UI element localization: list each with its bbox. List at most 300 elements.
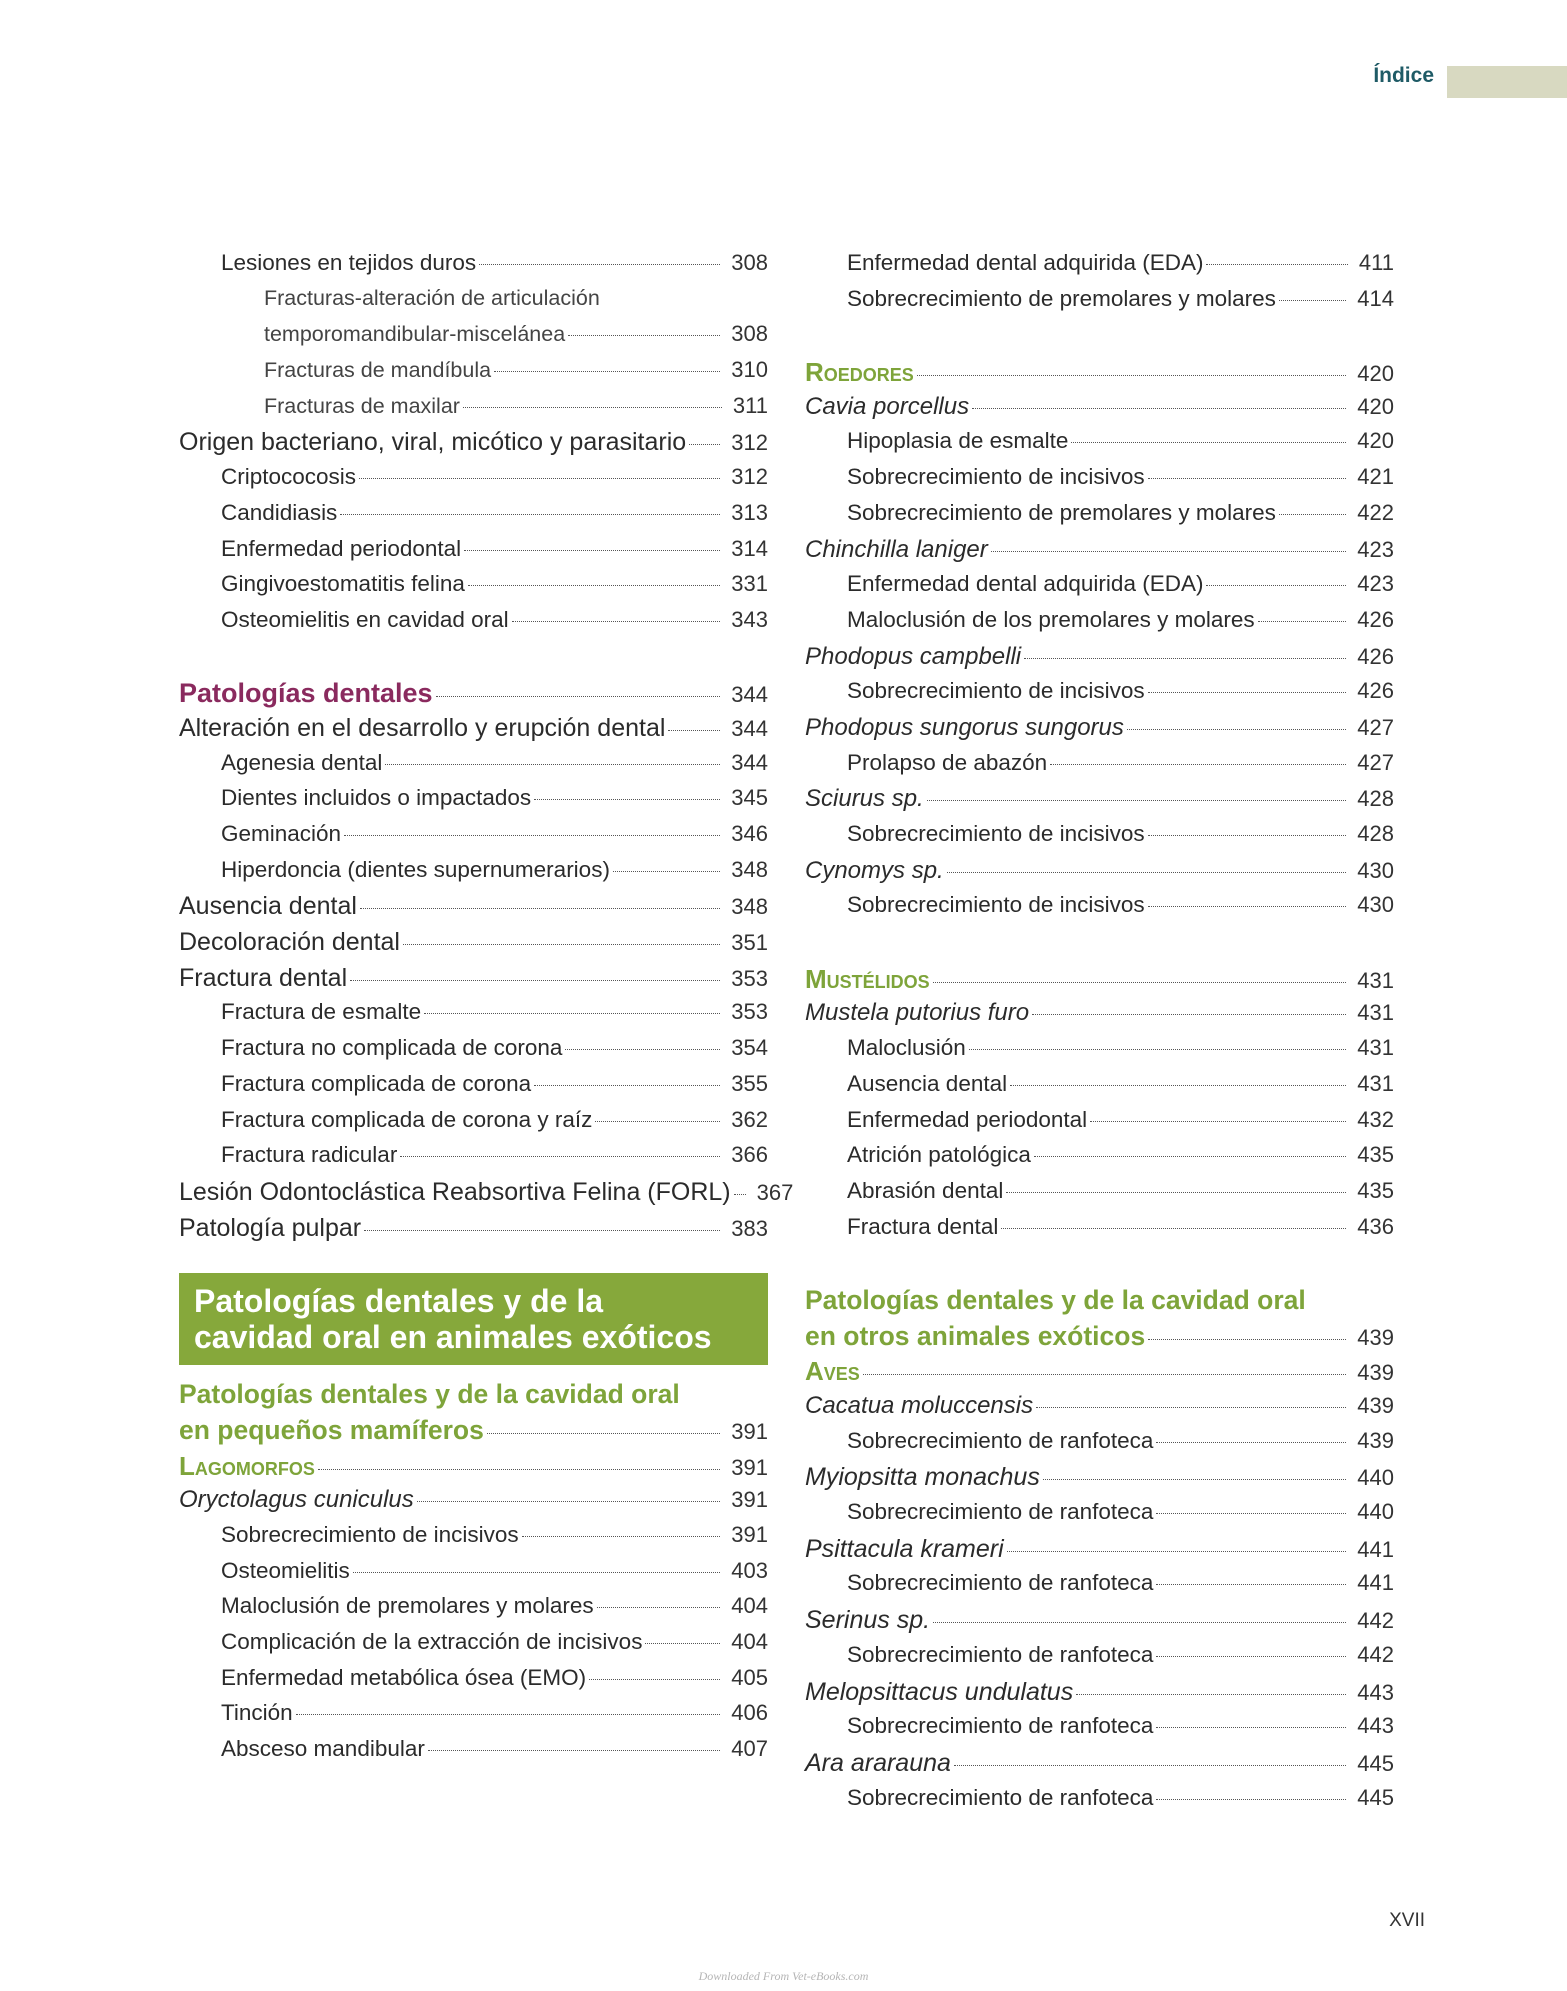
toc-entry-title: Enfermedad metabólica ósea (EMO) — [221, 1664, 587, 1690]
dot-leader — [1206, 264, 1347, 265]
toc-entry-title: Cacatua moluccensis — [805, 1392, 1034, 1419]
toc-entry-title: Ara ararauna — [805, 1748, 951, 1777]
toc-entry-title: Fractura dental — [847, 1213, 999, 1239]
toc-entry[interactable] — [805, 1785, 1394, 1821]
dot-leader — [385, 764, 720, 765]
toc-entry[interactable] — [805, 1356, 1394, 1392]
toc-entry-title: en otros animales exóticos — [805, 1320, 1146, 1351]
toc-entry-title: Lesión Odontoclástica Reabsortiva Felina (FORL) — [179, 1177, 731, 1206]
toc-entry-title: Sobrecrecimiento de incisivos — [847, 678, 1145, 704]
toc-entry-page: 311 — [732, 392, 768, 418]
toc-entry[interactable] — [805, 571, 1394, 607]
toc-entry-title: Patologías dentales — [179, 678, 433, 709]
dot-leader — [400, 1156, 720, 1157]
dot-leader — [436, 696, 721, 697]
toc-entry-page: 406 — [731, 1700, 768, 1726]
toc-entry-page: 439 — [1357, 1393, 1394, 1418]
dot-leader — [340, 514, 720, 515]
toc-entry-page: 391 — [731, 1487, 768, 1513]
dot-leader — [1010, 1085, 1346, 1086]
toc-entry[interactable] — [805, 250, 1394, 286]
toc-entry-page: 428 — [1357, 786, 1394, 812]
dot-leader — [318, 1469, 720, 1470]
toc-entry[interactable] — [805, 678, 1394, 714]
dot-leader — [1090, 1121, 1346, 1122]
dot-leader — [417, 1501, 721, 1502]
toc-entry-page: 351 — [731, 930, 768, 956]
toc-entry[interactable] — [805, 1321, 1394, 1357]
toc-entry-title: Hipoplasia de esmalte — [847, 428, 1069, 454]
toc-entry-title: Origen bacteriano, viral, micótico y parasitario — [179, 428, 687, 457]
toc-entry[interactable] — [179, 1700, 768, 1736]
toc-entry-page: 345 — [731, 785, 768, 811]
toc-entry-page: 308 — [731, 321, 768, 347]
dot-leader — [364, 1230, 720, 1231]
toc-entry-page: 348 — [731, 894, 768, 920]
dot-leader — [1127, 729, 1346, 730]
toc-entry-title: Abrasión dental — [847, 1177, 1004, 1203]
toc-entry-title: Fractura de esmalte — [221, 999, 422, 1025]
toc-entry[interactable] — [179, 964, 768, 1000]
toc-entry[interactable] — [179, 678, 768, 714]
toc-entry-page: 391 — [731, 1522, 768, 1547]
toc-entry-page: 441 — [1357, 1536, 1394, 1562]
toc-entry[interactable] — [179, 286, 768, 322]
toc-entry[interactable] — [179, 1415, 768, 1451]
toc-entry-page: 366 — [731, 1142, 768, 1168]
toc-entry-title: Tinción — [221, 1700, 293, 1726]
toc-entry[interactable] — [179, 357, 768, 393]
toc-entry-page: 411 — [1358, 250, 1394, 275]
dot-leader — [613, 871, 720, 872]
toc-entry-title: Ausencia dental — [847, 1070, 1008, 1096]
toc-entry[interactable] — [179, 500, 768, 536]
toc-entry-page: 436 — [1357, 1213, 1394, 1239]
toc-entry-title: Alteración en el desarrollo y erupción dental — [179, 713, 666, 742]
toc-entry-title: Geminación — [221, 821, 342, 846]
toc-entry[interactable] — [179, 928, 768, 964]
toc-entry[interactable] — [805, 643, 1394, 679]
toc-entry[interactable] — [805, 1570, 1394, 1606]
dot-leader — [1071, 442, 1346, 443]
toc-entry-title: Enfermedad dental adquirida (EDA) — [847, 571, 1204, 597]
toc-entry-page: 439 — [1357, 1360, 1394, 1386]
toc-entry-title: Prolapso de abazón — [847, 749, 1048, 775]
toc-entry-title: Sobrecrecimiento de ranfoteca — [847, 1784, 1154, 1810]
toc-entry[interactable] — [179, 464, 768, 500]
watermark: Downloaded From Vet-eBooks.com — [698, 1969, 869, 1983]
toc-right-list — [805, 250, 1394, 1820]
toc-entry-page: 440 — [1357, 1465, 1394, 1491]
dot-leader — [1258, 621, 1347, 622]
toc-entry-page: 346 — [731, 821, 768, 846]
toc-left-column — [179, 250, 794, 1772]
toc-entry-page: 423 — [1357, 571, 1394, 597]
dot-leader — [1036, 1407, 1346, 1408]
toc-entry-title: Ausencia dental — [179, 892, 357, 921]
toc-entry-page: 439 — [1357, 1324, 1394, 1350]
toc-entry[interactable] — [805, 714, 1394, 750]
toc-entry[interactable] — [805, 607, 1394, 643]
dot-leader — [487, 1433, 720, 1434]
toc-entry-page: 403 — [731, 1557, 768, 1583]
toc-entry-page: 355 — [731, 1070, 768, 1096]
dot-leader — [1148, 906, 1347, 907]
toc-entry-title: Patología pulpar — [179, 1213, 362, 1242]
toc-entry[interactable] — [805, 1214, 1394, 1250]
dot-leader — [972, 408, 1346, 409]
toc-entry-page: 435 — [1357, 1177, 1394, 1203]
toc-entry-page: 442 — [1357, 1641, 1394, 1667]
toc-entry[interactable] — [805, 785, 1394, 821]
toc-entry[interactable] — [805, 892, 1394, 928]
toc-entry-title: Fractura complicada de corona — [221, 1070, 532, 1096]
toc-entry[interactable] — [805, 964, 1394, 1000]
toc-entry[interactable] — [179, 1736, 768, 1772]
toc-entry-title: Sobrecrecimiento de ranfoteca — [847, 1499, 1154, 1525]
dot-leader — [568, 335, 720, 336]
toc-entry[interactable] — [179, 821, 768, 857]
toc-entry-title: Candidiasis — [221, 499, 338, 525]
dot-leader — [668, 730, 720, 731]
toc-entry[interactable] — [805, 1463, 1394, 1499]
dot-leader — [1007, 1551, 1347, 1552]
toc-entry[interactable] — [179, 750, 768, 786]
dot-leader — [954, 1765, 1346, 1766]
dot-leader — [1148, 692, 1347, 693]
dot-leader — [1050, 764, 1346, 765]
toc-entry-page: 430 — [1357, 857, 1394, 883]
toc-entry-title: Fracturas de maxilar — [264, 393, 460, 418]
dot-leader — [1156, 1513, 1346, 1514]
toc-entry-title: Fractura complicada de corona y raíz — [221, 1106, 593, 1132]
dot-leader — [863, 1374, 1346, 1375]
toc-spacer — [805, 321, 1394, 357]
toc-entry[interactable] — [179, 857, 768, 893]
toc-entry-title: Sobrecrecimiento de ranfoteca — [847, 1570, 1154, 1596]
dot-leader — [479, 264, 720, 265]
toc-entry[interactable] — [805, 1499, 1394, 1535]
toc-entry[interactable] — [805, 1642, 1394, 1678]
toc-entry-page: 310 — [731, 357, 768, 383]
toc-entry[interactable] — [179, 393, 768, 429]
toc-entry-title: Gingivoestomatitis felina — [221, 571, 465, 597]
toc-entry-title: Serinus sp. — [805, 1606, 931, 1635]
dot-leader — [359, 478, 720, 479]
toc-entry-page: 443 — [1357, 1713, 1394, 1739]
toc-entry-title: Agenesia dental — [221, 749, 383, 775]
toc-entry[interactable] — [805, 536, 1394, 572]
toc-entry-page: 435 — [1357, 1142, 1394, 1168]
dot-leader — [360, 908, 720, 909]
toc-entry-title: Decoloración dental — [179, 928, 400, 957]
toc-entry[interactable] — [805, 1392, 1394, 1428]
toc-left-list — [179, 250, 794, 1249]
toc-entry[interactable] — [805, 1142, 1394, 1178]
toc-entry-title: Sobrecrecimiento de incisivos — [847, 892, 1145, 918]
toc-entry-title: temporomandibular-miscelánea — [264, 322, 566, 347]
toc-entry[interactable] — [179, 1629, 768, 1665]
toc-entry-title: Hiperdoncia (dientes supernumerarios) — [221, 856, 610, 882]
toc-entry[interactable] — [805, 1678, 1394, 1714]
toc-entry-page: 362 — [731, 1106, 768, 1132]
dot-leader — [597, 1607, 721, 1608]
dot-leader — [353, 1572, 720, 1573]
dot-leader — [1148, 478, 1347, 479]
toc-entry-title: Lesiones en tejidos duros — [221, 250, 477, 275]
dot-leader — [947, 872, 1347, 873]
toc-entry-page: 367 — [756, 1179, 794, 1205]
toc-entry-page: 354 — [731, 1035, 768, 1061]
dot-leader — [534, 799, 720, 800]
toc-entry-title: Enfermedad periodontal — [847, 1106, 1088, 1132]
toc-entry[interactable] — [805, 999, 1394, 1035]
toc-entry[interactable] — [805, 1606, 1394, 1642]
dot-leader — [1006, 1192, 1346, 1193]
dot-leader — [933, 1622, 1346, 1623]
toc-entry-title: Criptococosis — [221, 464, 357, 490]
dot-leader — [512, 621, 721, 622]
toc-entry-page: 441 — [1357, 1570, 1394, 1596]
toc-entry[interactable] — [805, 857, 1394, 893]
toc-entry-page: 353 — [731, 999, 768, 1025]
toc-entry[interactable] — [179, 1522, 768, 1558]
toc-entry-page: 391 — [731, 1418, 768, 1444]
toc-entry-title: Sobrecrecimiento de incisivos — [221, 1522, 519, 1547]
toc-entry[interactable] — [805, 1535, 1394, 1571]
toc-entry-title: Cynomys sp. — [805, 856, 944, 884]
toc-entry-title: Mustela putorius furo — [805, 999, 1030, 1027]
toc-spacer — [805, 928, 1394, 964]
dot-leader — [534, 1085, 720, 1086]
dot-leader — [464, 550, 720, 551]
toc-entry-page: 431 — [1357, 1070, 1394, 1096]
toc-entry-title: Osteomielitis — [221, 1557, 350, 1583]
toc-entry-title: Oryctolagus cuniculus — [179, 1486, 414, 1514]
toc-entry[interactable] — [805, 1071, 1394, 1107]
dot-leader — [927, 800, 1347, 801]
toc-entry-page: 420 — [1357, 393, 1394, 419]
toc-entry-title: Lagomorfos — [179, 1450, 315, 1481]
toc-entry-title: Aves — [805, 1356, 860, 1387]
toc-entry-page: 404 — [731, 1593, 768, 1619]
toc-entry-title: Sobrecrecimiento de premolares y molares — [847, 285, 1276, 311]
toc-entry-title: Mustélidos — [805, 963, 930, 994]
section-banner — [179, 1273, 768, 1365]
toc-entry[interactable] — [179, 1214, 768, 1250]
dot-leader — [1156, 1727, 1346, 1728]
toc-entry-page: 343 — [731, 606, 768, 632]
toc-entry-page: 428 — [1357, 821, 1394, 846]
toc-entry-page: 313 — [731, 499, 768, 525]
dot-leader — [344, 835, 720, 836]
toc-entry-title: Sobrecrecimiento de ranfoteca — [847, 1427, 1154, 1453]
dot-leader — [403, 944, 720, 945]
toc-entry[interactable] — [805, 464, 1394, 500]
toc-entry-title: Cavia porcellus — [805, 392, 970, 420]
toc-entry[interactable] — [805, 1107, 1394, 1143]
toc-entry-title: Sciurus sp. — [805, 785, 924, 813]
dot-leader — [1206, 585, 1346, 586]
toc-entry-page: 404 — [731, 1629, 768, 1655]
toc-entry-page: 344 — [731, 715, 768, 741]
toc-spacer — [805, 1249, 1394, 1285]
toc-entry-title: Sobrecrecimiento de incisivos — [847, 821, 1145, 846]
running-header: Índice — [1373, 64, 1434, 87]
toc-entry[interactable] — [179, 1665, 768, 1701]
dot-leader — [350, 980, 720, 981]
dot-leader — [1156, 1799, 1346, 1800]
dot-leader — [917, 375, 1346, 376]
toc-entry-page: 314 — [731, 535, 768, 561]
toc-entry[interactable] — [179, 607, 768, 643]
dot-leader — [1076, 1694, 1346, 1695]
dot-leader — [1279, 514, 1346, 515]
toc-entry[interactable] — [179, 785, 768, 821]
toc-entry-page: 430 — [1357, 892, 1394, 918]
toc-entry[interactable] — [179, 250, 768, 286]
toc-entry[interactable] — [179, 1558, 768, 1594]
toc-entry-title: Phodopus sungorus sungorus — [805, 713, 1124, 741]
toc-entry-page: 312 — [731, 430, 768, 456]
toc-entry[interactable] — [179, 1142, 768, 1178]
toc-entry[interactable] — [179, 428, 768, 464]
toc-entry[interactable] — [179, 321, 768, 357]
toc-entry[interactable] — [805, 357, 1394, 393]
dot-leader — [428, 1750, 720, 1751]
toc-entry-page: 431 — [1357, 1035, 1394, 1061]
toc-entry-title: Fracturas de mandíbula — [264, 358, 492, 383]
toc-entry-page: 445 — [1357, 1750, 1394, 1776]
toc-entry-title: Fractura radicular — [221, 1142, 398, 1168]
toc-right-column — [805, 250, 1394, 1820]
toc-entry-page: 383 — [731, 1215, 768, 1241]
toc-entry-title: en pequeños mamíferos — [179, 1414, 484, 1445]
toc-entry-page: 344 — [731, 749, 768, 775]
toc-entry-title: Sobrecrecimiento de ranfoteca — [847, 1641, 1154, 1667]
toc-entry-page: 331 — [731, 571, 768, 597]
section-banner-line2: cavidad oral en animales exóticos — [194, 1319, 712, 1356]
toc-entry-page: 420 — [1357, 361, 1394, 387]
toc-entry[interactable] — [805, 1035, 1394, 1071]
dot-leader — [522, 1536, 721, 1537]
toc-entry-title: Absceso mandibular — [221, 1736, 425, 1762]
dot-leader — [645, 1643, 720, 1644]
toc-entry-title: Maloclusión de premolares y molares — [221, 1593, 594, 1619]
toc-entry-page: 423 — [1357, 536, 1394, 562]
header-tab-bar — [1447, 66, 1567, 98]
toc-entry-page: 427 — [1357, 749, 1394, 775]
dot-leader — [1156, 1584, 1346, 1585]
toc-entry[interactable] — [179, 1177, 794, 1214]
dot-leader — [1043, 1479, 1346, 1480]
toc-entry[interactable] — [179, 1486, 768, 1522]
toc-entry[interactable] — [179, 1593, 768, 1629]
dot-leader — [689, 444, 720, 445]
toc-entry-title: Chinchilla laniger — [805, 535, 988, 563]
toc-spacer — [179, 643, 768, 679]
toc-entry-page: 427 — [1357, 714, 1394, 740]
toc-entry-title: Osteomielitis en cavidad oral — [221, 606, 509, 632]
toc-entry-title: Atrición patológica — [847, 1142, 1031, 1168]
toc-entry-page: 432 — [1357, 1106, 1394, 1132]
toc-entry[interactable] — [179, 714, 768, 750]
toc-entry-title: Roedores — [805, 357, 914, 388]
toc-entry-page: 312 — [731, 464, 768, 490]
toc-entry-page: 431 — [1357, 967, 1394, 993]
toc-entry[interactable] — [805, 1285, 1394, 1321]
toc-entry-title: Enfermedad periodontal — [221, 535, 462, 561]
toc-entry[interactable] — [805, 1749, 1394, 1785]
toc-entry[interactable] — [179, 1071, 768, 1107]
dot-leader — [589, 1679, 720, 1680]
dot-leader — [595, 1121, 720, 1122]
toc-entry[interactable] — [179, 1451, 768, 1487]
toc-entry-page: 420 — [1357, 428, 1394, 454]
toc-entry[interactable] — [805, 750, 1394, 786]
dot-leader — [991, 551, 1347, 552]
toc-entry[interactable] — [179, 1035, 768, 1071]
dot-leader — [1024, 658, 1346, 659]
toc-entry[interactable] — [805, 393, 1394, 429]
dot-leader — [1032, 1014, 1346, 1015]
toc-entry-title: Maloclusión de los premolares y molares — [847, 606, 1255, 632]
toc-entry-title: Patologías dentales y de la cavidad oral — [805, 1284, 1306, 1315]
toc-entry-title: Psittacula krameri — [805, 1534, 1004, 1563]
toc-entry[interactable] — [805, 286, 1394, 322]
toc-entry-title: Fractura no complicada de corona — [221, 1035, 563, 1061]
toc-entry-page: 407 — [731, 1736, 768, 1762]
toc-entry[interactable] — [805, 821, 1394, 857]
toc-entry[interactable] — [179, 1107, 768, 1143]
dot-leader — [1148, 835, 1347, 836]
toc-entry-page: 348 — [731, 856, 768, 882]
toc-entry[interactable] — [805, 1713, 1394, 1749]
toc-entry-title: Sobrecrecimiento de incisivos — [847, 464, 1145, 490]
toc-entry-page: 405 — [731, 1664, 768, 1690]
toc-entry-page: 443 — [1357, 1679, 1394, 1705]
dot-leader — [1156, 1656, 1346, 1657]
toc-entry[interactable] — [179, 1379, 768, 1415]
toc-entry-page: 353 — [731, 965, 768, 991]
toc-entry-title: Maloclusión — [847, 1035, 966, 1061]
toc-entry[interactable] — [805, 500, 1394, 536]
toc-entry[interactable] — [179, 571, 768, 607]
toc-entry-page: 440 — [1357, 1499, 1394, 1525]
toc-entry-page: 442 — [1357, 1608, 1394, 1634]
toc-entry[interactable] — [805, 1428, 1394, 1464]
toc-entry[interactable] — [179, 536, 768, 572]
toc-entry[interactable] — [179, 999, 768, 1035]
toc-entry-page: 426 — [1357, 606, 1394, 632]
dot-leader — [1001, 1228, 1346, 1229]
toc-entry-page: 308 — [731, 250, 768, 275]
toc-entry[interactable] — [805, 428, 1394, 464]
toc-entry[interactable] — [805, 1178, 1394, 1214]
dot-leader — [1034, 1156, 1346, 1157]
page-number: XVII — [1389, 1910, 1425, 1931]
section-banner-line1: Patologías dentales y de la — [194, 1283, 604, 1320]
toc-entry-page: 414 — [1357, 285, 1394, 311]
toc-entry-title: Fractura dental — [179, 963, 348, 992]
toc-entry-page: 426 — [1357, 678, 1394, 704]
dot-leader — [468, 585, 720, 586]
toc-entry-page: 439 — [1357, 1427, 1394, 1453]
toc-entry-page: 445 — [1357, 1784, 1394, 1810]
toc-entry-page: 431 — [1357, 1000, 1394, 1026]
toc-entry[interactable] — [179, 892, 768, 928]
toc-entry-title: Fracturas-alteración de articulación — [264, 285, 600, 310]
